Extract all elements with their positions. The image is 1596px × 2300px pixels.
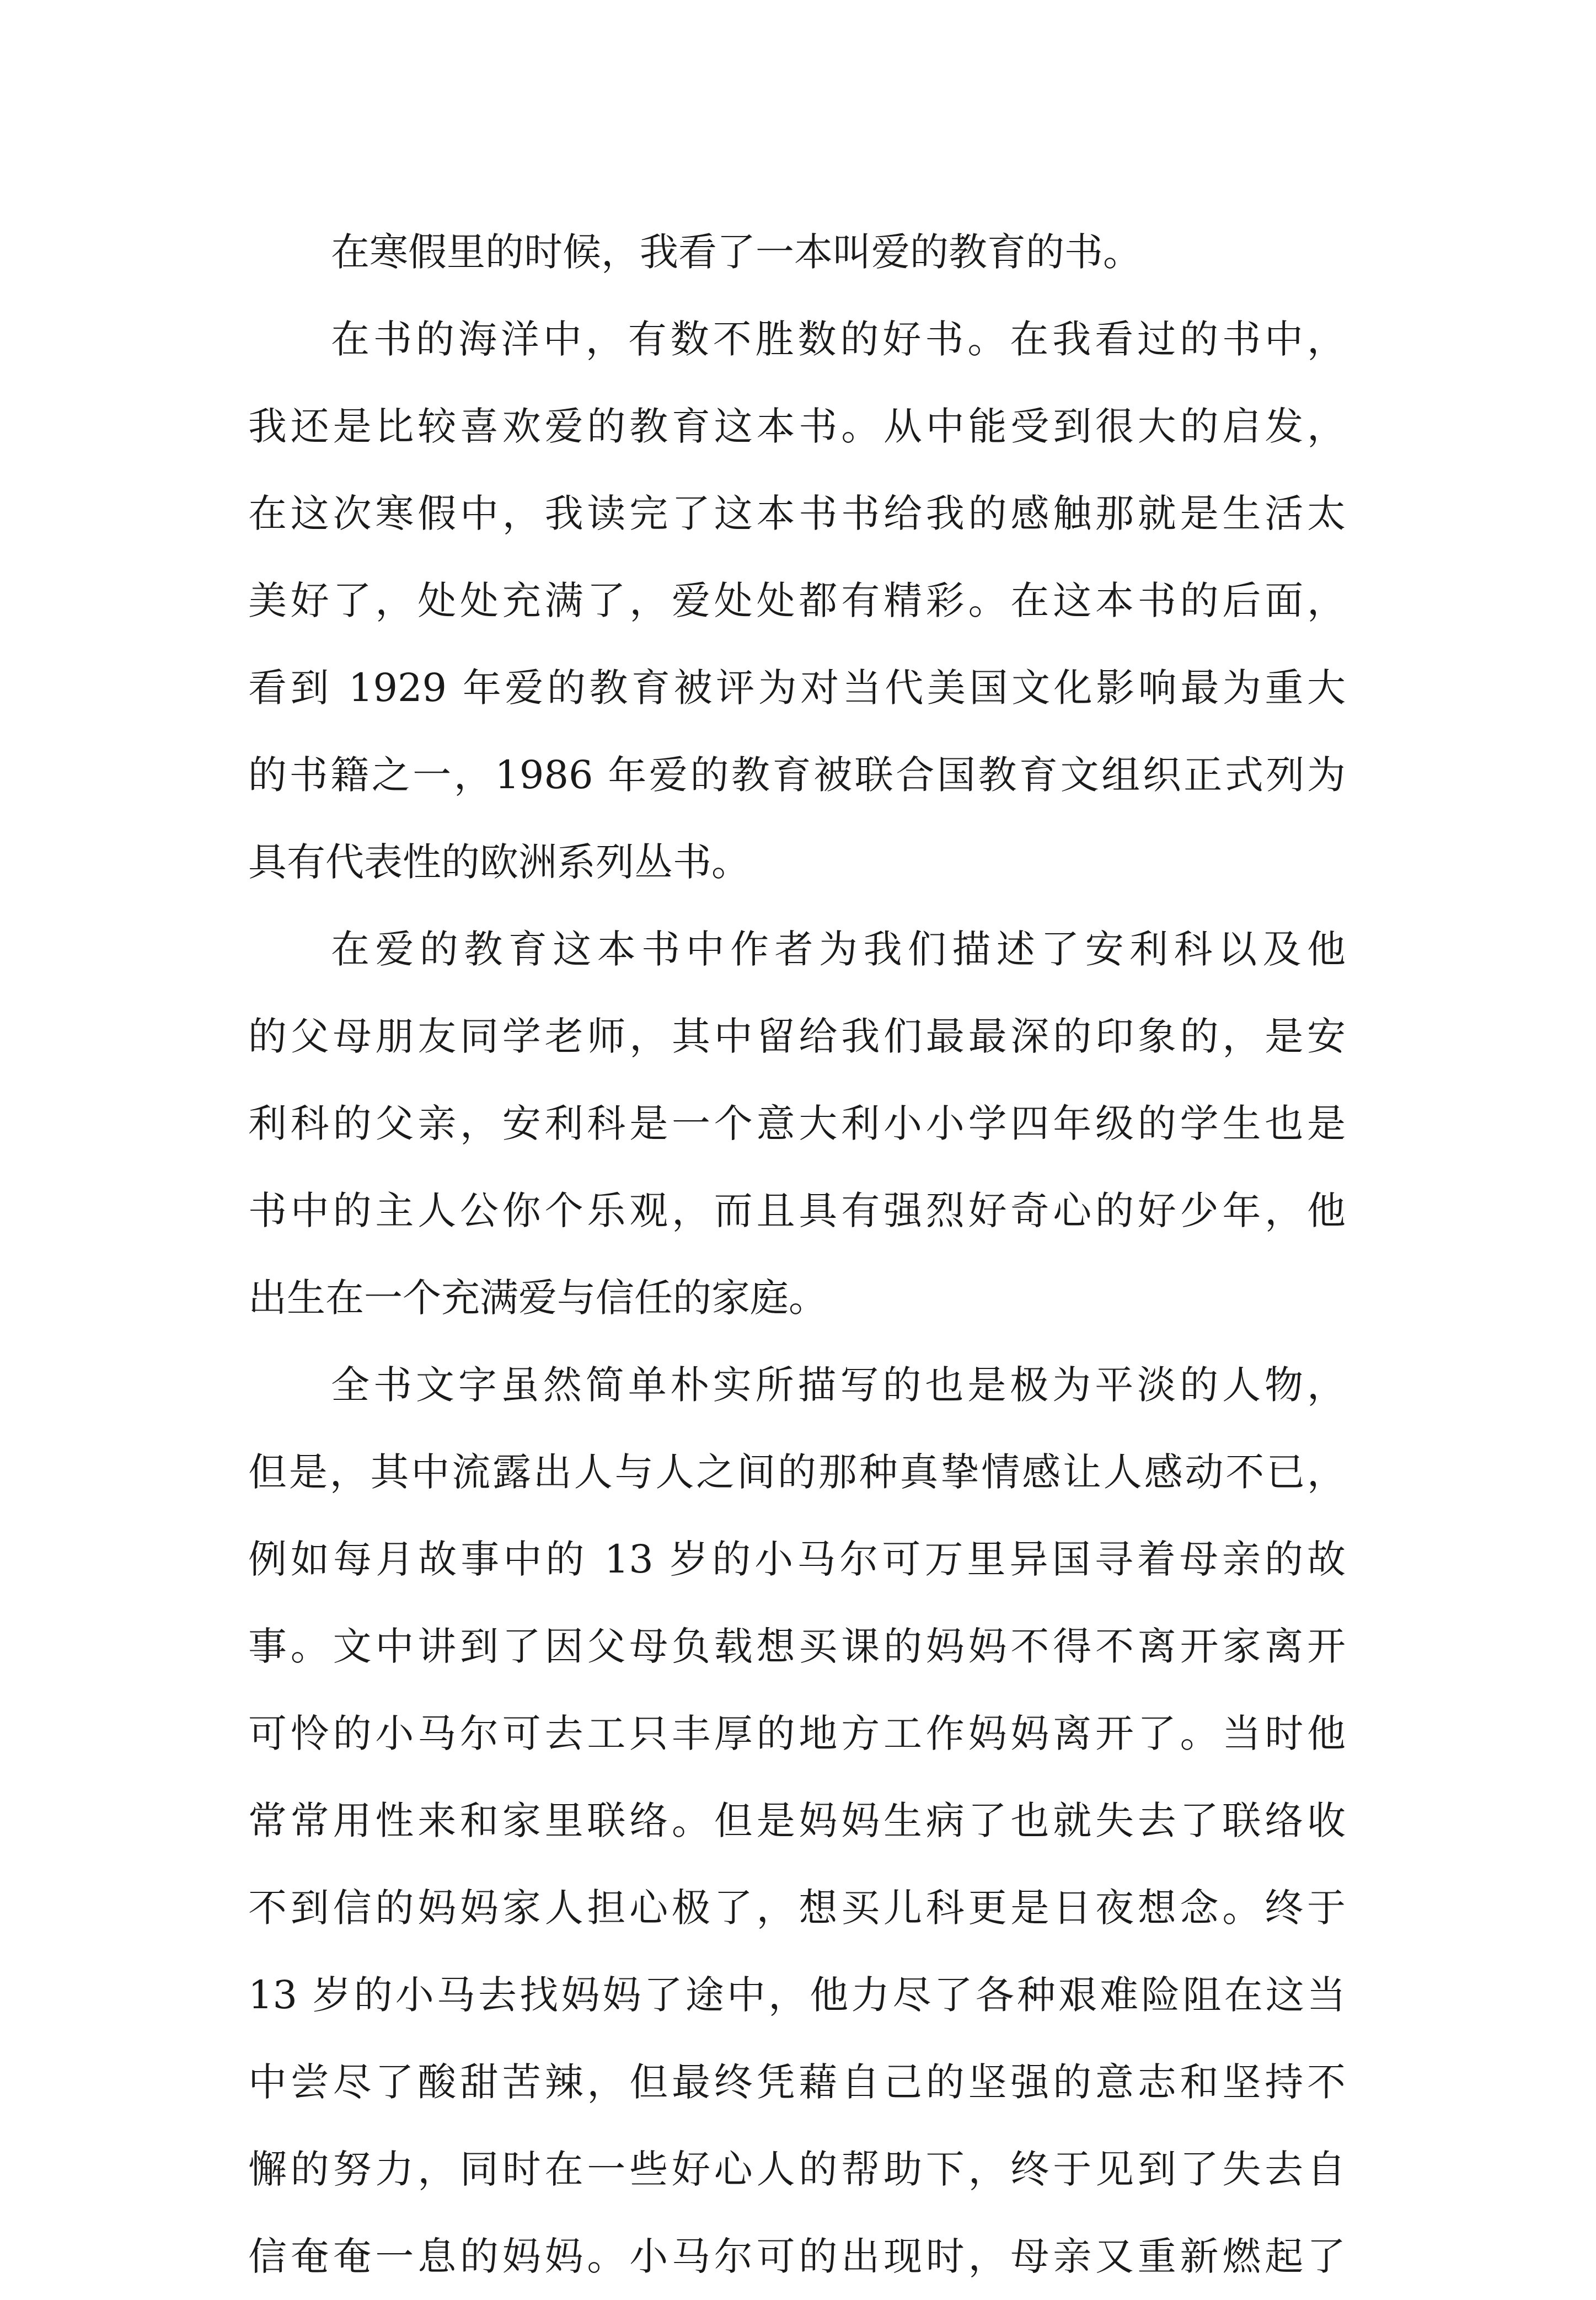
paragraph-2-line-4: 美好了，处处充满了，爱处处都有精彩。在这本书的后面，: [248, 578, 1346, 623]
paragraph-3-line-4: 书中的主人公你个乐观，而且具有强烈好奇心的好少年，他: [248, 1188, 1346, 1233]
paragraph-4-line-6: 常常用性来和家里联络。但是妈妈生病了也就失去了联络收: [248, 1798, 1346, 1843]
paragraph-2-line-3: 在这次寒假中，我读完了这本书书给我的感触那就是生活太: [248, 491, 1346, 536]
paragraph-4-line-9: 中尝尽了酸甜苦辣，但最终凭藉自己的坚强的意志和坚持不: [248, 2060, 1346, 2105]
paragraph-3-line-2: 的父母朋友同学老师，其中留给我们最最深的印象的，是安: [248, 1014, 1346, 1059]
paragraph-4-line-1: 全书文字虽然简单朴实所描写的也是极为平淡的人物，: [331, 1362, 1346, 1408]
paragraph-4-line-4: 事。文中讲到了因父母负载想买课的妈妈不得不离开家离开: [248, 1624, 1346, 1669]
paragraph-4-line-5: 可怜的小马尔可去工只丰厚的地方工作妈妈离开了。当时他: [248, 1711, 1346, 1756]
body-text: [248, 208, 1346, 2300]
paragraph-2-line-2: 我还是比较喜欢爱的教育这本书。从中能受到很大的启发，: [248, 404, 1346, 449]
paragraph-4-line-10: 懈的努力，同时在一些好心人的帮助下，终于见到了失去自: [248, 2147, 1346, 2192]
paragraph-2-line-5: 看到 1929 年爱的教育被评为对当代美国文化影响最为重大: [248, 665, 1346, 710]
paragraph-1-line-1: 在寒假里的时候，我看了一本叫爱的教育的书。: [331, 229, 1142, 275]
paragraph-2-line-6: 的书籍之一，1986 年爱的教育被联合国教育文组织正式列为: [248, 752, 1346, 798]
paragraph-2-line-1: 在书的海洋中，有数不胜数的好书。在我看过的书中，: [331, 317, 1346, 362]
paragraph-2-line-7: 具有代表性的欧洲系列丛书。: [248, 839, 750, 885]
paragraph-3-line-5: 出生在一个充满爱与信任的家庭。: [248, 1275, 827, 1320]
paragraph-4-line-11: 信奄奄一息的妈妈。小马尔可的出现时，母亲又重新燃起了: [248, 2234, 1346, 2279]
paragraph-3-line-3: 利科的父亲，安利科是一个意大利小小学四年级的学生也是: [248, 1101, 1346, 1146]
paragraph-4-line-3: 例如每月故事中的 13 岁的小马尔可万里异国寻着母亲的故: [248, 1537, 1346, 1582]
paragraph-4-line-2: 但是，其中流露出人与人之间的那种真挚情感让人感动不已，: [248, 1449, 1346, 1495]
paragraph-4-line-8: 13 岁的小马去找妈妈了途中，他力尽了各种艰难险阻在这当: [248, 1972, 1346, 2018]
paragraph-3-line-1: 在爱的教育这本书中作者为我们描述了安利科以及他: [331, 927, 1346, 972]
paragraph-4-line-7: 不到信的妈妈家人担心极了，想买儿科更是日夜想念。终于: [248, 1885, 1346, 1930]
